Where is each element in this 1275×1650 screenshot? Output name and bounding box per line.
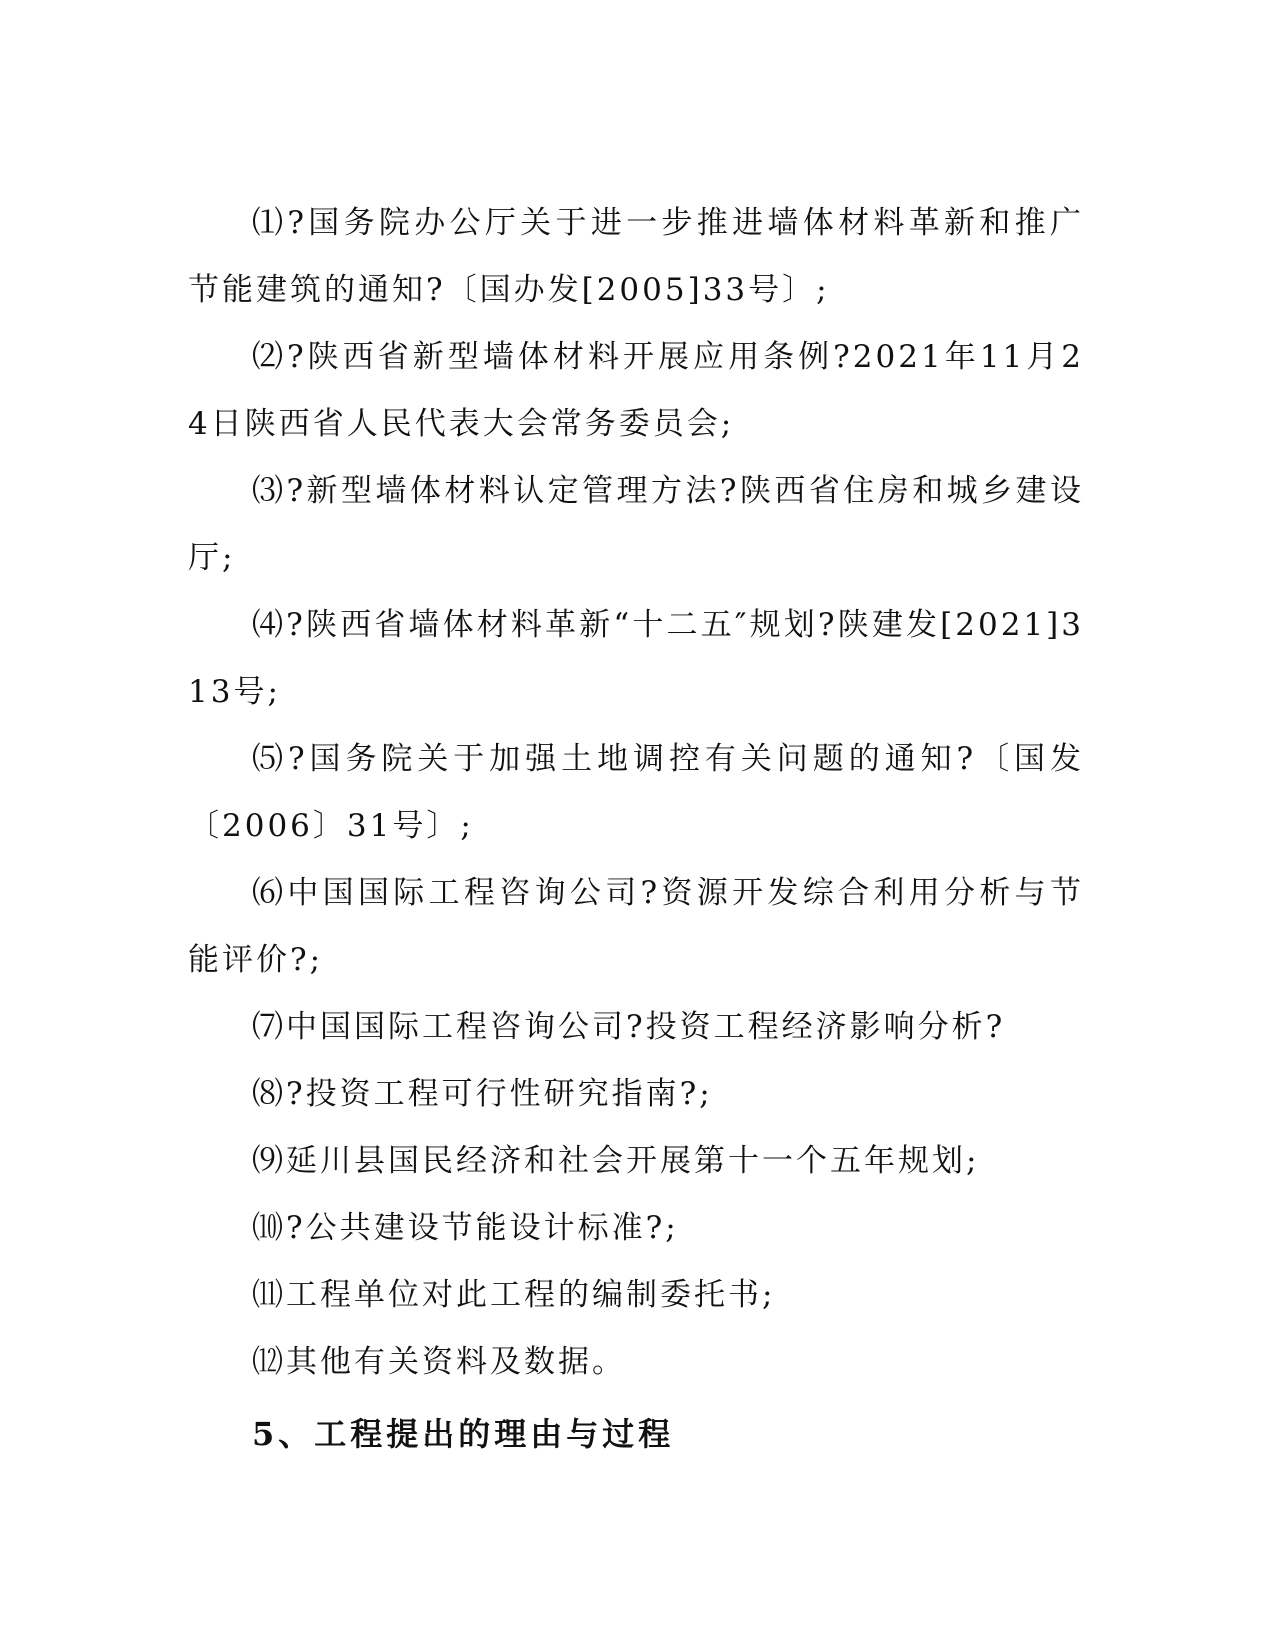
- reference-item-11: ⑾工程单位对此工程的编制委托书;: [252, 1277, 776, 1313]
- reference-item-7: ⑺中国国际工程咨询公司?投资工程经济影响分析?: [252, 1009, 1006, 1045]
- reference-item-8: ⑻?投资工程可行性研究指南?;: [252, 1076, 713, 1112]
- reference-item-3: ⑶?新型墙体材料认定管理方法?陕西省住房和城乡建设厅;: [188, 473, 1084, 576]
- reference-item-5: ⑸?国务院关于加强土地调控有关问题的通知?〔国发〔2006〕31号〕;: [188, 741, 1084, 844]
- reference-item-10: ⑽?公共建设节能设计标准?;: [252, 1210, 679, 1246]
- reference-item-4: ⑷?陕西省墙体材料革新“十二五″规划?陕建发[2021]313号;: [188, 607, 1084, 710]
- reference-item-9: ⑼延川县国民经济和社会开展第十一个五年规划;: [252, 1143, 980, 1179]
- reference-item-12: ⑿其他有关资料及数据。: [252, 1344, 626, 1380]
- reference-item-6: ⑹中国国际工程咨询公司?资源开发综合利用分析与节能评价?;: [188, 875, 1084, 978]
- reference-list: [188, 190, 1084, 1468]
- reference-item-1: ⑴?国务院办公厅关于进一步推进墙体材料革新和推广节能建筑的通知?〔国办发[2005]33号〕;: [188, 205, 1084, 308]
- reference-item-2: ⑵?陕西省新型墙体材料开展应用条例?2021年11月24日陕西省人民代表大会常务委员会;: [188, 339, 1084, 442]
- section-heading: 5、工程提出的理由与过程: [252, 1415, 675, 1453]
